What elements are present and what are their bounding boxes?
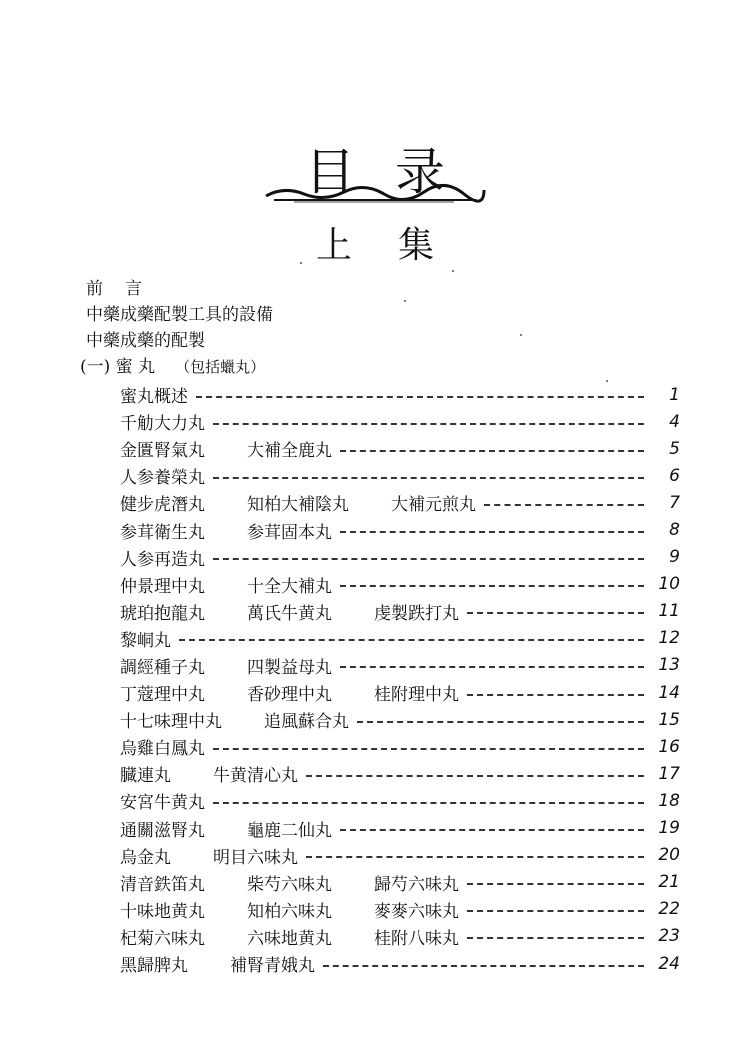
toc-intro-preparation: 中藥成藥的配製 — [86, 331, 205, 351]
toc-intro-equipment: 中藥成藥配製工具的設備 — [86, 305, 273, 325]
toc-row — [120, 435, 680, 462]
toc-entry-title: 桂附八味丸 — [374, 928, 459, 949]
dot-leader — [213, 802, 644, 804]
toc-entry-title: 丁蔻理中丸 — [120, 685, 205, 706]
toc-entry-title: 健步虎潛丸 — [120, 495, 205, 516]
toc-entry-title: 麥麥六味丸 — [374, 901, 459, 922]
toc-entry-title: 桂附理中丸 — [374, 685, 459, 706]
toc-page-number: 14 — [658, 682, 680, 703]
toc-entry-title: 清音鉄笛丸 — [120, 874, 205, 895]
dot-leader — [213, 423, 644, 425]
toc-entry-title: 通關滋腎丸 — [120, 820, 205, 841]
dot-leader — [340, 585, 644, 587]
toc-row — [120, 408, 680, 435]
toc-entry-title: 虔製跌打丸 — [374, 603, 459, 624]
toc-row — [120, 706, 680, 733]
dot-leader — [323, 965, 644, 967]
toc-page-number: 20 — [658, 845, 680, 866]
toc-entry-title: 龜鹿二仙丸 — [247, 820, 332, 841]
toc-page-number: 19 — [658, 818, 680, 839]
toc-entry-title: 臓連丸 — [120, 766, 171, 787]
toc-entry-title: 蜜丸概述 — [120, 387, 188, 408]
toc-row — [120, 950, 680, 977]
dot-leader — [340, 450, 644, 452]
toc-row — [120, 381, 680, 408]
toc-entry-title: 金匱腎氣丸 — [120, 441, 205, 462]
toc-row — [120, 625, 680, 652]
dot-leader — [306, 775, 644, 777]
toc-row — [120, 462, 680, 489]
dot-leader — [467, 910, 644, 912]
toc-row — [120, 571, 680, 598]
toc-row — [120, 869, 680, 896]
toc-page-number: 16 — [658, 736, 680, 757]
title-ornament — [264, 182, 486, 206]
dot-leader — [179, 639, 644, 641]
toc-row — [120, 733, 680, 760]
dot-leader — [467, 612, 644, 614]
dot-leader — [357, 721, 644, 723]
toc-page-number: 5 — [669, 438, 680, 459]
dot-leader — [196, 396, 644, 398]
dot-leader — [213, 477, 644, 479]
toc-entry-title: 黑歸脾丸 — [120, 956, 188, 977]
dot-leader — [340, 666, 644, 668]
scan-speck — [404, 300, 406, 302]
toc-entry-title: 調經種子丸 — [120, 657, 205, 678]
toc-entry-title: 人参養榮丸 — [120, 468, 205, 489]
scan-speck — [452, 270, 454, 272]
dot-leader — [467, 883, 644, 885]
toc-entry-title: 四製益母丸 — [247, 657, 332, 678]
toc-page-number: 12 — [658, 628, 680, 649]
dot-leader — [340, 531, 644, 533]
toc-entry-title: 琥珀抱龍丸 — [120, 603, 205, 624]
toc-entry-title: 参茸衛生丸 — [120, 522, 205, 543]
toc-page-number: 6 — [669, 465, 680, 486]
volume-title: 上集 — [315, 225, 480, 266]
toc-list — [120, 381, 680, 977]
toc-page-number: 22 — [658, 899, 680, 920]
scan-speck — [520, 334, 522, 336]
toc-entry-title: 知柏六味丸 — [247, 901, 332, 922]
toc-page-number: 11 — [658, 601, 680, 622]
toc-entry-title: 十全大補丸 — [247, 576, 332, 597]
toc-row — [120, 787, 680, 814]
toc-page-number: 1 — [669, 384, 680, 405]
toc-page-number: 23 — [658, 926, 680, 947]
section-note: （包括蠟丸） — [175, 358, 266, 376]
toc-row — [120, 679, 680, 706]
toc-page-number: 4 — [669, 411, 680, 432]
toc-row — [120, 652, 680, 679]
toc-page-number: 24 — [658, 953, 680, 974]
toc-entry-title: 杞菊六味丸 — [120, 928, 205, 949]
toc-page-number: 18 — [658, 790, 680, 811]
toc-entry-title: 補腎青娥丸 — [230, 956, 315, 977]
page-title: 目录 — [305, 143, 485, 201]
toc-entry-title: 大補元煎丸 — [391, 495, 476, 516]
toc-page-number: 15 — [658, 709, 680, 730]
toc-entry-title: 柴芍六味丸 — [247, 874, 332, 895]
dot-leader — [467, 694, 644, 696]
toc-entry-title: 人参再造丸 — [120, 549, 205, 570]
toc-entry-title: 十七味理中丸 — [120, 712, 222, 733]
toc-page-number: 7 — [669, 492, 680, 513]
toc-entry-title: 仲景理中丸 — [120, 576, 205, 597]
toc-row — [120, 544, 680, 571]
toc-intro-preface: 前言 — [86, 279, 164, 299]
toc-page-number: 21 — [658, 872, 680, 893]
toc-entry-title: 黎峒丸 — [120, 630, 171, 651]
toc-row — [120, 896, 680, 923]
toc-entry-title: 烏金丸 — [120, 847, 171, 868]
section-label: (一) 蜜 丸 — [80, 357, 156, 377]
toc-entry-title: 追風蘇合丸 — [264, 712, 349, 733]
toc-row — [120, 842, 680, 869]
toc-entry-title: 大補全鹿丸 — [247, 441, 332, 462]
toc-page-number: 8 — [669, 520, 680, 541]
dot-leader — [213, 558, 644, 560]
toc-entry-title: 香砂理中丸 — [247, 685, 332, 706]
toc-page-number: 17 — [658, 763, 680, 784]
toc-entry-title: 知柏大補陰丸 — [247, 495, 349, 516]
section-heading — [80, 356, 265, 378]
dot-leader — [306, 856, 644, 858]
toc-row — [120, 815, 680, 842]
toc-page-number: 10 — [658, 574, 680, 595]
toc-page-number: 9 — [669, 547, 680, 568]
toc-page-number: 13 — [658, 655, 680, 676]
toc-row — [120, 923, 680, 950]
dot-leader — [340, 829, 644, 831]
toc-entry-title: 十味地黄丸 — [120, 901, 205, 922]
toc-entry-title: 烏雞白鳳丸 — [120, 739, 205, 760]
toc-entry-title: 牛黄清心丸 — [213, 766, 298, 787]
toc-entry-title: 萬氏牛黄丸 — [247, 603, 332, 624]
toc-entry-title: 参茸固本丸 — [247, 522, 332, 543]
toc-entry-title: 歸芍六味丸 — [374, 874, 459, 895]
toc-row — [120, 516, 680, 543]
toc-entry-title: 安宮牛黄丸 — [120, 793, 205, 814]
dot-leader — [484, 504, 644, 506]
scan-speck — [606, 380, 608, 382]
dot-leader — [467, 937, 644, 939]
toc-row — [120, 598, 680, 625]
toc-row — [120, 489, 680, 516]
dot-leader — [213, 748, 644, 750]
toc-row — [120, 760, 680, 787]
scan-speck — [300, 262, 302, 264]
toc-entry-title: 六味地黄丸 — [247, 928, 332, 949]
toc-entry-title: 千觔大力丸 — [120, 414, 205, 435]
toc-entry-title: 明目六味丸 — [213, 847, 298, 868]
